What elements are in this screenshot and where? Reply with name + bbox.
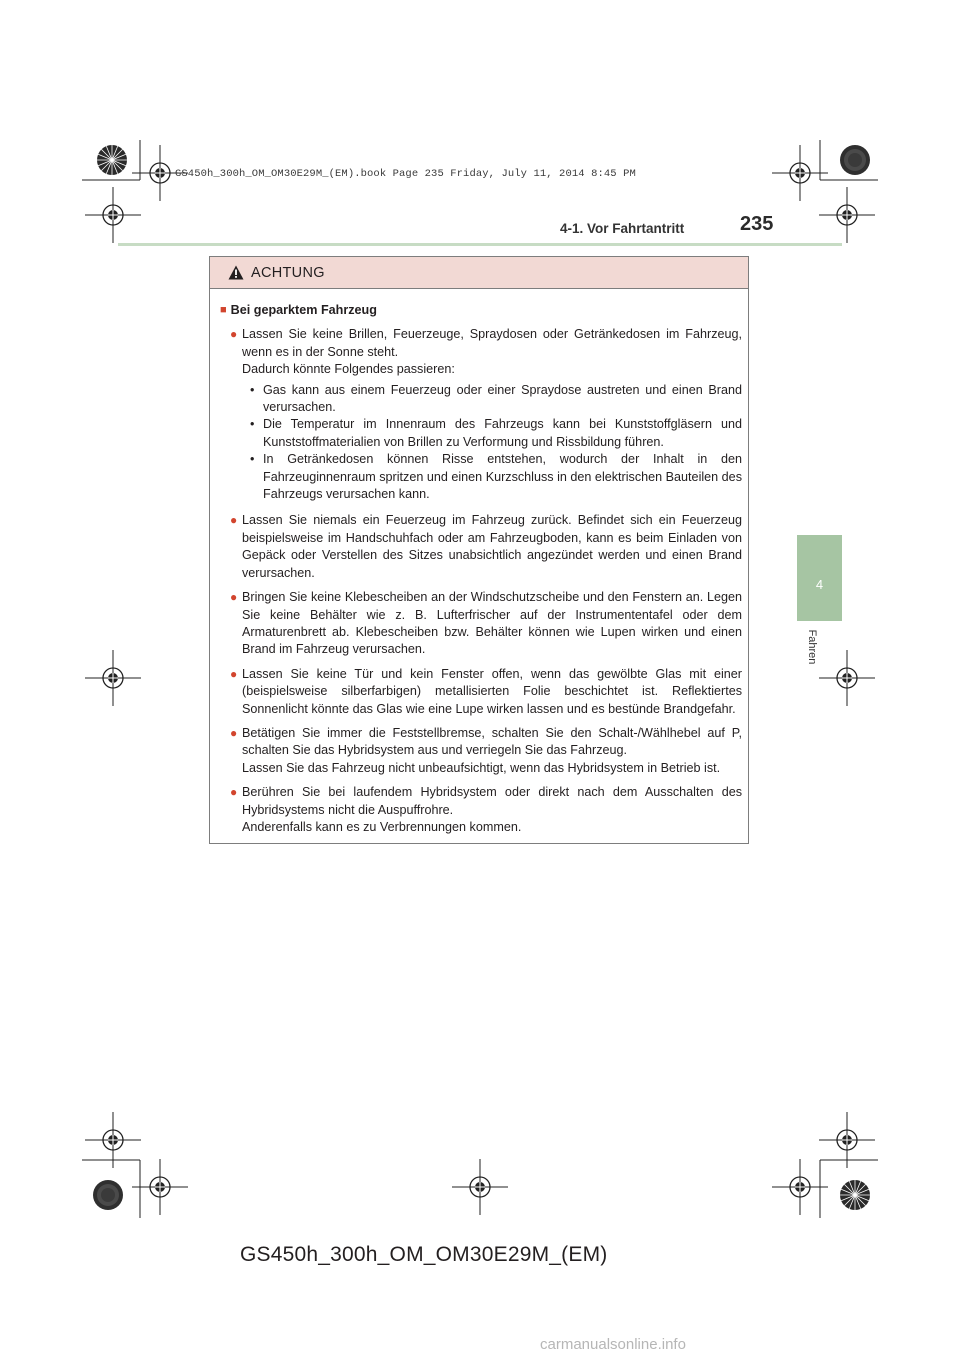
list-item bbox=[230, 589, 742, 659]
square-bullet-icon: ■ bbox=[220, 304, 227, 316]
header-rule bbox=[118, 243, 842, 246]
circle-bullet-icon: ● bbox=[230, 590, 238, 605]
sub-list-item: • Die Temperatur im Innenraum des Fahrzeugs kann bei Kunststoffgläsern und Kunststoffmaterialien von Brillen zu Verformung und Rissbildung führen. bbox=[250, 416, 742, 451]
circle-bullet-icon: ● bbox=[230, 513, 238, 528]
warning-subheading-text: Bei geparktem Fahrzeug bbox=[230, 303, 377, 317]
section-header: 4-1. Vor Fahrtantritt bbox=[560, 221, 685, 236]
list-item bbox=[230, 512, 742, 582]
warning-subheading bbox=[220, 302, 742, 320]
circle-bullet-icon: ● bbox=[230, 327, 238, 342]
circle-bullet-icon: ● bbox=[230, 666, 238, 681]
circle-bullet-icon: ● bbox=[230, 785, 238, 800]
circle-bullet-icon: ● bbox=[230, 725, 238, 740]
chapter-tab-number: 4 bbox=[815, 577, 824, 592]
sub-list-item: • In Getränkedosen können Risse entstehen, wodurch der Inhalt in den Fahrzeuginnenraum spritzen und einen Kurzschluss in den elektrischen Bauteilen des Fahrzeugs verursachen kann. bbox=[250, 451, 742, 503]
warning-body bbox=[210, 289, 748, 836]
paragraph: Lassen Sie niemals ein Feuerzeug im Fahrzeug zurück. Befindet sich ein Feuerzeug beispielsweise im Handschuhfach oder am Fahrzeugboden, kann es beim Einladen von Gepäck oder Verstellen des Sitzes unabsichtlich angezündet werden und einen Brand verursachen. bbox=[242, 513, 742, 580]
list-item bbox=[230, 326, 742, 505]
sub-list bbox=[242, 382, 742, 504]
list-item bbox=[230, 725, 742, 777]
list-item bbox=[230, 666, 742, 718]
warning-box bbox=[209, 256, 749, 844]
paragraph: Betätigen Sie immer die Feststellbremse, schalten Sie den Schalt-/Wählhebel auf P, schalten Sie das Hybridsystem aus und verriegeln Sie das Fahrzeug. bbox=[242, 725, 742, 758]
warning-title: ACHTUNG bbox=[251, 264, 325, 281]
paragraph: Dadurch könnte Folgendes passieren: bbox=[242, 362, 455, 377]
warning-triangle-icon bbox=[228, 265, 244, 280]
paragraph: Lassen Sie das Fahrzeug nicht unbeaufsichtigt, wenn das Hybridsystem in Betrieb ist. bbox=[242, 760, 721, 775]
footer-document-code: GS450h_300h_OM_OM30E29M_(EM) bbox=[240, 1243, 608, 1266]
watermark-text: carmanualsonline.info bbox=[540, 1336, 686, 1353]
book-info-line: GS450h_300h_OM_OM30E29M_(EM).book Page 235 Friday, July 11, 2014 8:45 PM bbox=[175, 168, 636, 180]
paragraph: Anderenfalls kann es zu Verbrennungen kommen. bbox=[242, 819, 522, 834]
paragraph: Berühren Sie bei laufendem Hybridsystem oder direkt nach dem Ausschalten des Hybridsystems nicht die Auspuffrohre. bbox=[242, 785, 742, 817]
paragraph: Lassen Sie keine Brillen, Feuerzeuge, Spraydosen oder Getränkedosen im Fahrzeug, wenn es in der Sonne steht. bbox=[242, 327, 742, 359]
list-item bbox=[230, 784, 742, 836]
sub-list-item: • Gas kann aus einem Feuerzeug oder einer Spraydose austreten und einen Brand verursachen. bbox=[250, 382, 742, 417]
chapter-tab-label: Fahren bbox=[806, 629, 818, 665]
warning-header bbox=[210, 257, 748, 289]
page-number: 235 bbox=[740, 213, 774, 235]
paragraph: Bringen Sie keine Klebescheiben an der Windschutzscheibe und den Fenstern an. Legen Sie keine Behälter wie z. B. Lufterfrischer auf der Instrumententafel oder dem Armaturenbrett ab. Klebescheiben bzw. Behälter können wie Lupen wirken und einen Brand im Fahrzeug verursachen. bbox=[242, 590, 742, 657]
paragraph: Lassen Sie keine Tür und kein Fenster offen, wenn das gewölbte Glas mit einer (beispielsweise silberfarbigen) metallisierten Folie beschichtet ist. Reflektiertes Sonnenlicht könnte das Glas wie eine Lupe wirken lassen und es bestünde Brandgefahr. bbox=[242, 666, 742, 716]
